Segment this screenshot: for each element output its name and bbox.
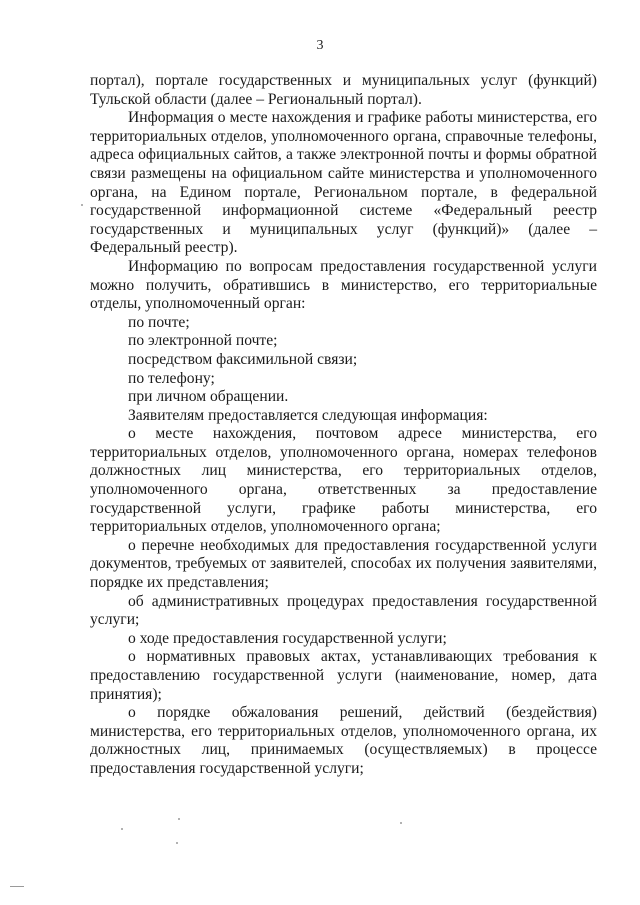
- list-item-mail: по почте;: [128, 313, 190, 331]
- paragraph-required-documents: о перечне необходимых для предоставления государственной услуги документов, требуемых от заявителей, способах их получения заявителями, порядке их представления;: [90, 536, 597, 592]
- list-item-phone: по телефону;: [128, 369, 215, 387]
- scan-speck: [176, 842, 178, 844]
- paragraph-info-provided: Заявителям предоставляется следующая информация:: [128, 406, 488, 424]
- page-number: 3: [316, 38, 324, 53]
- paragraph-service-progress: о ходе предоставления государственной услуги;: [128, 629, 447, 647]
- paragraph-portal-continuation: портал), портале государственных и муниципальных услуг (функций) Тульской области (далее – Региональный портал).: [90, 72, 597, 108]
- scan-speck: [81, 204, 83, 206]
- list-item-email: по электронной почте;: [128, 332, 278, 350]
- scan-speck: [10, 886, 24, 887]
- paragraph-location-info: Информация о месте нахождения и графике работы министерства, его территориальных отделов, уполномоченного органа, справочные телефоны, адреса официальных сайтов, а также электронной почты и формы обратной связи размещены на официальном сайте министерства и уполномоченного органа, на Едином портале, Региональном портале, в федеральной государственной информационной системе «Федеральный реестр государственных и муниципальных услуг (функций)» (далее – Федеральный реестр).: [90, 109, 597, 257]
- paragraph-appeal-procedure: о порядке обжалования решений, действий (бездействия) министерства, его территориальных отделов, уполномоченного органа, их должностных лиц, принимаемых (осуществляемых) в процессе предоставления государственной услуги;: [90, 704, 597, 777]
- list-item-fax: посредством факсимильной связи;: [128, 350, 358, 368]
- scan-speck: [178, 818, 180, 820]
- scan-speck: [400, 822, 402, 824]
- paragraph-legal-acts: о нормативных правовых актах, устанавливающих требования к предоставлению государственной услуги (наименование, номер, дата принятия);: [90, 648, 597, 703]
- list-item-in-person: при личном обращении.: [128, 388, 289, 406]
- scan-speck: [121, 828, 123, 830]
- document-body: [90, 72, 597, 779]
- paragraph-admin-procedures: об административных процедурах предоставления государственной услуги;: [90, 592, 597, 629]
- paragraph-how-to-obtain: Информацию по вопросам предоставления государственной услуги можно получить, обратившись в министерство, его территориальные отделы, уполномоченный орган:: [90, 257, 597, 313]
- paragraph-location-contacts: о месте нахождения, почтовом адресе министерства, его территориальных отделов, уполномоченного органа, номерах телефонов должностных лиц министерства, его территориальных отделов, уполномоченного органа, ответственных за предоставление государственной услуги, графике работы министерства, его территориальных отделов, уполномоченного органа;: [90, 425, 597, 536]
